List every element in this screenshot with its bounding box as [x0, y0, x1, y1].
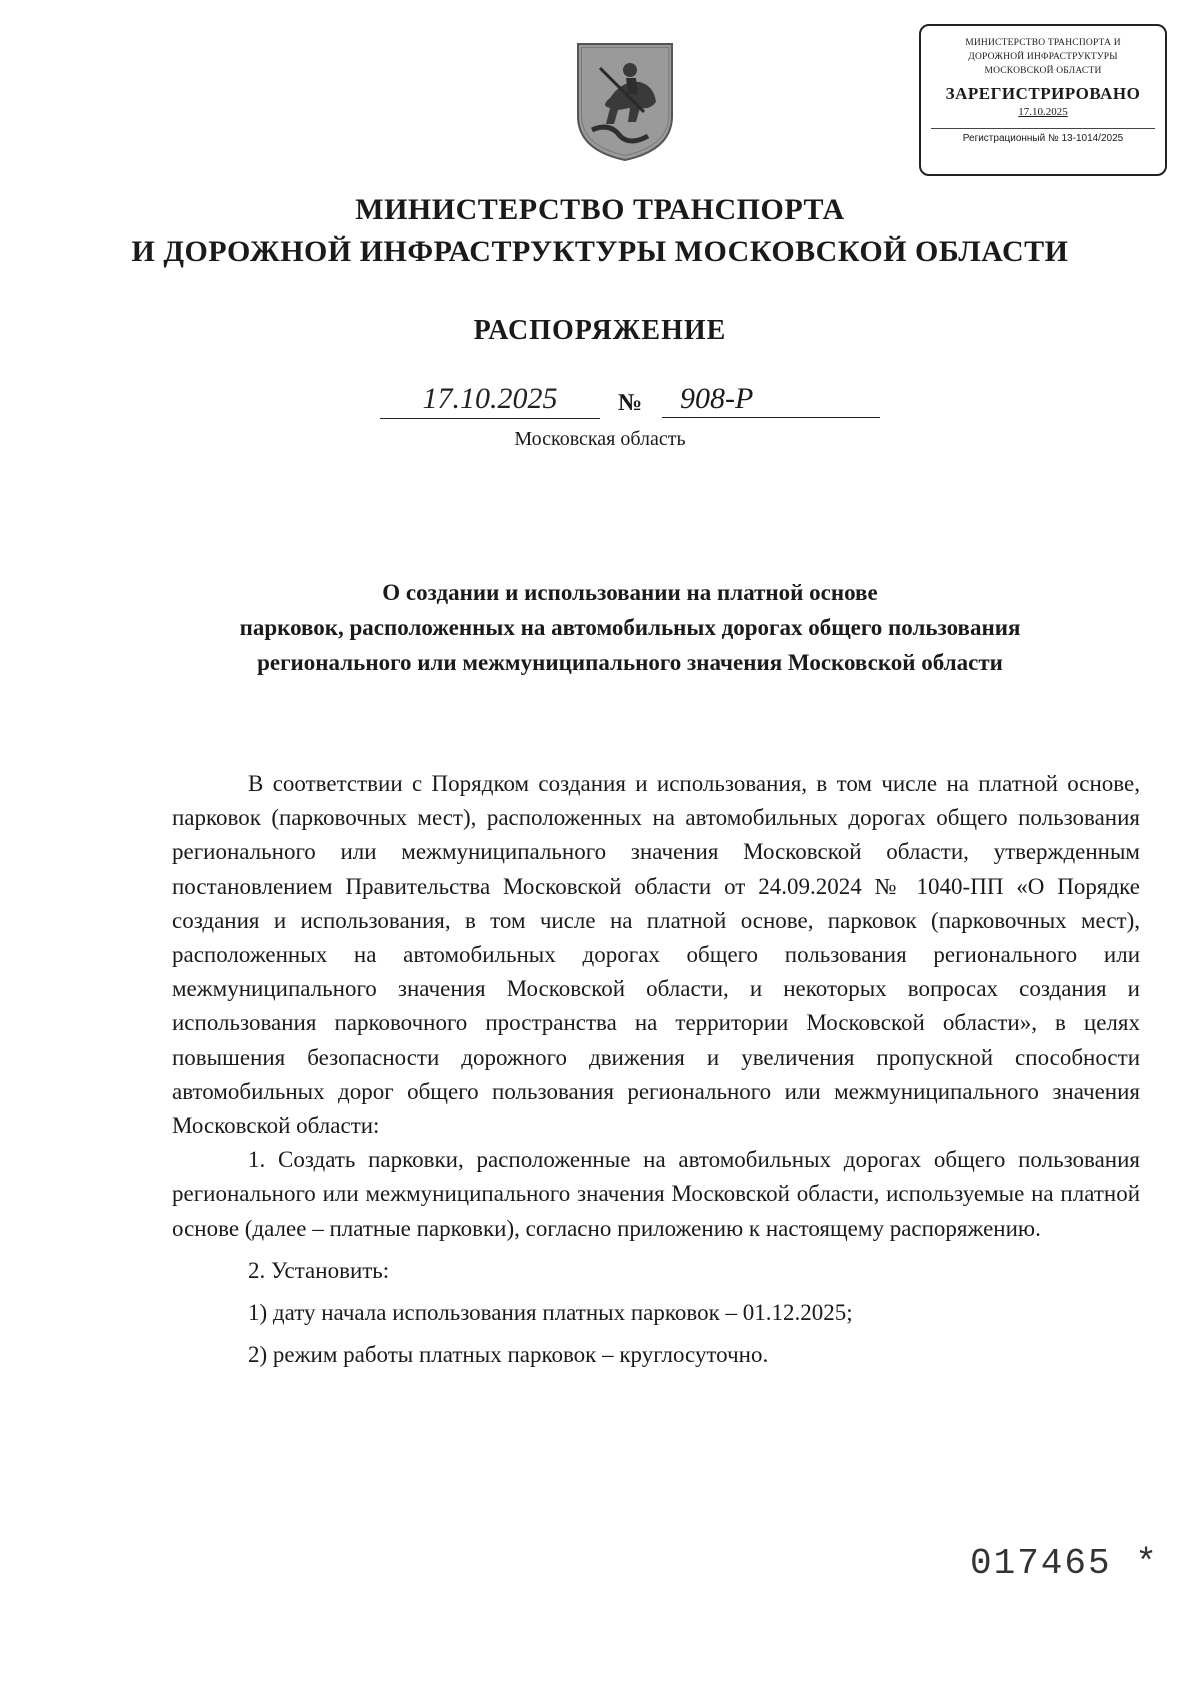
item-2-paragraph: 2. Установить:	[248, 1257, 390, 1283]
item-2-subitem-1: 1) дату начала использования платных парковок – 01.12.2025;	[248, 1300, 853, 1326]
preamble-paragraph: В соответствии с Порядком создания и использования, в том числе на платной основе, парковок (парковочных мест), расположенных на автомобильных дорогах общего пользования регионального или межмуниципального значения Московской области, утвержденным постановлением Правительства Московской области от 24.09.2024 № 1040-ПП «О Порядке создания и использования, в том числе на платной основе, парковок (парковочных мест), расположенных на автомобильных дорогах общего пользования регионального или межмуниципального значения Московской области, и некоторых вопросах создания и использования парковочного пространства на территории Московской области», в целях повышения безопасности дорожного движения и увеличения пропускной способности автомобильных дорог общего пользования регионального или межмуниципального значения Московской области:	[172, 771, 1140, 1139]
stamp-org-line: МИНИСТЕРСТВО ТРАНСПОРТА И	[965, 38, 1121, 48]
serial-number: 017465 *	[970, 1543, 1159, 1584]
title-line: регионального или межмуниципального значения Московской области	[257, 650, 1003, 675]
coat-of-arms-emblem	[570, 38, 680, 164]
stamp-registration-number: Регистрационный № 13-1014/2025	[931, 128, 1155, 144]
place-of-issue: Московская область	[514, 428, 686, 450]
registration-stamp	[919, 24, 1167, 176]
document-body	[172, 767, 1140, 1372]
stamp-org-line: ДОРОЖНОЙ ИНФРАСТРУКТУРЫ	[968, 52, 1118, 62]
stamp-org-line: МОСКОВСКОЙ ОБЛАСТИ	[984, 66, 1102, 76]
document-type-heading: РАСПОРЯЖЕНИЕ	[473, 315, 727, 346]
ministry-name-line1: МИНИСТЕРСТВО ТРАНСПОРТА	[355, 193, 845, 226]
stamp-status: ЗАРЕГИСТРИРОВАНО	[945, 84, 1141, 103]
ministry-name-line2: И ДОРОЖНОЙ ИНФРАСТРУКТУРЫ МОСКОВСКОЙ ОБЛАСТИ	[131, 235, 1069, 268]
document-title	[140, 575, 1120, 680]
item-1-paragraph: 1. Создать парковки, расположенные на автомобильных дорогах общего пользования регионального или межмуниципального значения Московской области, используемые на платной основе (далее – платные парковки), согласно приложению к настоящему распоряжению.	[172, 1147, 1140, 1241]
number-sign: №	[618, 390, 643, 416]
title-line: О создании и использовании на платной основе	[382, 580, 878, 605]
title-line: парковок, расположенных на автомобильных дорогах общего пользования	[239, 615, 1021, 640]
handwritten-date: 17.10.2025	[380, 382, 600, 419]
stamp-date: 17.10.2025	[1018, 106, 1068, 118]
handwritten-number: 908-Р	[662, 382, 880, 418]
date-number-line	[380, 382, 880, 422]
item-2-subitem-2: 2) режим работы платных парковок – круглосуточно.	[248, 1342, 769, 1368]
